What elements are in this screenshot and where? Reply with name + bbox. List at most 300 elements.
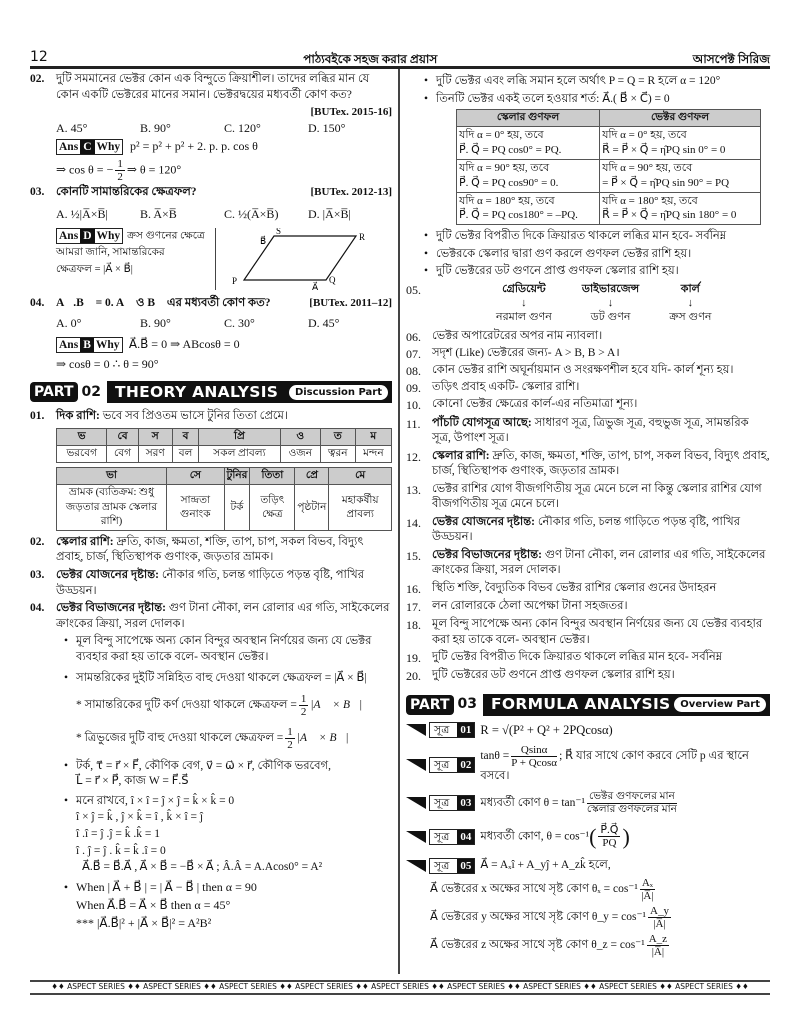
operator-product: নরমাল গুণন [496,311,552,324]
page [30,0,770,1035]
answer-work-2 [30,158,392,183]
bullet-text: দুটি ভেক্টরের ডট গুণনে প্রাপ্ত গুণফল স্কেলার রাশি হয়। [436,265,679,278]
item-text: ভেক্টর রাশির যোগ বীজগণিতীয় সূত্র মেনে চলে না কিন্তু স্কেলার রাশির যোগ বীজগণিতীয় সূত্র মেনে চলে। [432,482,762,511]
frac-den: স্কেলার গুণফলের মান [586,803,677,815]
fraction [648,905,671,930]
axis-angle-formula [430,905,770,930]
item-label: পাঁচটি যোগসূত্র আছে: [432,416,532,429]
numbered-item [406,548,770,579]
ans-label: Ans [59,230,79,243]
item-label: স্কেলার রাশি: [432,449,490,462]
axis-angle-formulas [406,877,770,958]
bullet-icon: • [63,672,69,685]
column-header: টুনির [224,468,250,485]
theory-04 [30,601,392,632]
cross-product: |A⃗ × B⃗| [296,731,349,744]
vector-mnemonic-table-1 [56,428,392,463]
part-02-header [30,381,392,403]
item-number: 09. [406,381,421,396]
bullet-icon: • [423,247,429,260]
cell-line: যদি α = 90° হয়, তবে [459,161,550,174]
formula-text: * সামান্তরিকের দুটি কর্ণ দেওয়া থাকলে ক্ষেত্রফল = [76,698,297,711]
item-body [432,397,770,413]
formula-badge [429,795,475,811]
bullet-line: L⃗ = r⃗ × P⃗, কাজ W = F⃗.S⃗ [76,775,189,788]
ans-label: Ans [59,339,79,352]
question-03 [30,185,392,201]
formula-badge [429,722,475,738]
bullet-icon: • [423,92,429,105]
bullet-icon: • [63,759,69,772]
table-row [457,192,761,225]
part-number: 02 [81,383,101,400]
numbered-item [406,515,770,546]
table-cell: সান্দ্রতা গুনাংক [167,485,225,531]
table-header-row [57,428,392,445]
vertex-p: P [232,276,238,287]
bullet-item [56,634,392,665]
formula-text: A⃗ ভেক্টরের y অক্ষের সাথে সৃষ্ট কোণ θ_y = cos⁻¹ [430,910,646,923]
table-cell: ভরবেগ [57,446,107,463]
operator-list [496,282,711,325]
bullet-line: î × ĵ = k̂ , ĵ × k̂ = î , k̂ × î = ĵ [76,811,204,824]
column-header: ব [172,428,198,445]
item-text: স্থিতি শক্তি, বৈদ্যুতিক বিভব ভেক্টর রাশির স্কেলার গুনের উদাহরন [432,581,717,594]
numbered-item [406,599,770,615]
frac-num: Aₓ [641,876,653,889]
bullet-item [416,247,770,263]
work-text: ⇒ θ = 120° [126,161,182,176]
answer-badge [56,228,123,244]
item-text: মূল বিন্দু সাপেক্ষে অন্য কোন বিন্দুর অবস্থান নির্ণয়ের জন্য যে ভেক্টর ব্যবহার করা হয় তাকে বলে- অবস্থান ভেক্টর। [432,618,763,646]
table-cell: টর্ক [224,485,250,531]
bullet-line: When A⃗.B⃗ = A⃗ × B⃗ then α = 45° [76,898,231,912]
table-cell: ওজন [280,446,320,463]
numbered-item [406,346,770,362]
operator-product: ডট গুণন [590,311,631,324]
vertex-q: Q [329,275,336,286]
table-row [457,127,761,160]
question-source: [BUTex. 2015-16] [310,106,392,119]
page-header [30,47,770,67]
item-text: নৌকার গতি, চলন্ত গাড়িতে পড়ন্ত বৃষ্টি, পাখির উড্ডয়ন। [56,569,365,597]
bullet-item [416,92,770,108]
formula-label: সূত্র [434,797,450,810]
table-cell: বেগ [107,446,138,463]
item-number: 13. [406,482,421,497]
why-label: Why [95,339,120,352]
item-body [432,416,770,447]
triangle-marker-icon [406,860,426,872]
column-divider [398,69,400,974]
numbered-item [406,397,770,413]
item-body [432,329,770,345]
why-text: ক্রস গুণনের ক্ষেত্রে আমরা জানি, সামান্তরিকের [56,230,205,259]
column-header: বে [107,428,138,445]
item-text: গুণ টানা নৌকা, লন রোলার এর গতি, সাইকেলের ক্রাংকের ক্রিয়া, সরল দোলক। [432,548,766,577]
operator-name: গ্রেডিয়েন্ট [502,282,546,295]
answer-work: p² = p² + p² + 2. p. p. cos θ [130,139,258,154]
part-title: THEORY ANALYSIS [115,382,279,401]
item-text: নৌকার গতি, চলন্ত গাড়িতে পড়ন্ত বৃষ্টি, পাখির উড্ডয়ন। [432,515,741,544]
bullet-text: মূল বিন্দু সাপেক্ষে অন্য কোন বিন্দুর অবস্থান নির্ণয়ের জন্য যে ভেক্টর ব্যবহার করা হয় তাকে বলে- অবস্থান ভেক্টর। [76,635,372,663]
option-c: C. 120° [224,120,261,135]
answer-block [30,336,392,353]
formula-number: 04 [457,830,474,844]
fraction [285,726,295,751]
frac-den: P + Qcosα [511,757,558,770]
question-number: 02. [30,73,45,85]
formula-text: মধ্যবর্তী কোণ θ = tan⁻¹ [480,797,585,810]
formula-05 [406,858,770,874]
formula-04: সূত্র 04 মধ্যবর্তী কোণ, θ = cos⁻¹( $\frac{P⃗.Q⃗}{PQ}$ ) [406,822,770,852]
scalar-cell [457,159,600,192]
bullet-icon: • [63,880,69,894]
options [30,120,392,136]
item-body [432,650,770,666]
cell-line: P⃗. Q⃗ = PQ cos90° = 0. [459,176,559,189]
answer-explanation [56,228,216,290]
formula-text: ; R⃗ যার সাথে কোণ করবে সেটি p এর স্থানে বসবে। [480,750,749,783]
column-header: ম [355,428,391,445]
item-text: দ্রুতি, কাজ, ক্ষমতা, শক্তি, তাপ, চাপ, সকল বিভব, বিদ্যুৎ প্রবাহ, চার্জ, স্থিতিস্থাপক গুণাংক, জড়তার ভ্রামক। [56,535,364,564]
item-body [432,482,770,513]
product-table-body [457,127,761,225]
item-text: দুটি ভেক্টরের ডট গুণনে প্রাপ্ত গুণফল স্কেলার রাশি হয়। [432,669,675,682]
table-header-row [457,110,761,127]
part-03-header [406,694,770,716]
cell-line: যদি α = 0° হয়, তবে [459,129,544,142]
header-rule [30,66,770,69]
ans-label: Ans [59,141,79,154]
down-arrow-icon: ↓ [521,297,527,310]
numbered-item [406,581,770,597]
item-text: দুটি ভেক্টর বিপরীত দিকে ক্রিয়ারত থাকলে লব্ধির মান হবে- সর্বনিম্ন [432,651,723,664]
formula-text: মধ্যবর্তী কোণ, θ = cos⁻¹ [480,830,590,843]
down-arrow-icon: ↓ [687,297,694,310]
formula-badge [429,858,475,874]
formula-text: R = √(P² + Q² + 2PQcosα) [480,722,613,737]
table-cell: সরণ [138,446,172,463]
why-label: Why [96,141,121,154]
item-number: 15. [406,548,421,563]
numbered-item [406,363,770,379]
item-body [432,363,770,379]
cell-line: P⃗. Q⃗ = PQ cos180° = –PQ. [459,209,578,222]
question-source: [BUTex. 2011–12] [309,297,392,310]
cell-line: R⃗ = P⃗ × Q⃗ = η̂PQ sin 0° = 0 [602,144,726,157]
formula-label: সূত্র [434,859,450,872]
formula-01 [406,722,770,739]
numbered-item [406,668,770,684]
frac-num: Qsinα [511,744,557,757]
item-text: তড়িৎ প্রবাহ একটি- স্কেলার রাশি। [432,381,580,394]
operator-item [582,282,639,325]
answer-block [30,138,392,156]
answer-work: A⃗.B⃗ = 0 ⇒ ABcosθ = 0 [128,336,240,351]
item-label: স্কেলার রাশি: [56,535,114,548]
item-number: 01. [30,410,45,423]
frac-den: 2 [300,705,307,718]
numbered-item [406,482,770,513]
bullet-line: î .î = ĵ .ĵ = k̂ .k̂ = 1 [76,827,160,840]
bullet-text: সামন্তরিকের দুইটি সন্নিহিত বাহু দেওয়া থাকলে ক্ষেত্রফল = |A⃗ × B⃗| [76,672,367,685]
axis-angle-formula [430,933,770,958]
option-d: D. 150° [308,120,346,135]
part-title-bar [483,694,770,716]
item-number: 17. [406,599,421,614]
item-text: কোনো ভেক্টর ক্ষেত্রের কার্ল-এর নতিমাত্রা শূন্য। [432,398,638,411]
frac-den: |A̅| [641,889,654,902]
bullet-item [416,229,770,245]
work-text: ⇒ cos θ = − [56,161,114,176]
option-b: B. 90° [140,120,171,135]
bullet-line: মনে রাখবে, î × î = ĵ × ĵ = k̂ × k̂ = 0 [76,794,235,807]
bullet-text: তিনটি ভেক্টর একই তলে হওয়ার শর্ত: A⃗.( B⃗ × C⃗) = 0 [436,92,670,105]
question-text: A⃗.B⃗ = 0. A⃗ ও B⃗ এর মধ্যবর্তী কোণ কত? [56,297,271,310]
item-number: 02. [30,535,45,548]
vector-cell [600,127,761,160]
option-c: C. ½(A̅×B̅) [224,207,279,222]
frac-den: |A̅| [653,917,666,930]
fraction [647,933,669,958]
part-number: 03 [457,696,477,713]
triangle-marker-icon [406,759,426,771]
item-number: 11. [406,416,421,431]
bullet-line: A⃗.B⃗ = B⃗.A⃗ , A⃗ × B⃗ = −B⃗ × A⃗ ; Â.Â = A.Acos0° = A² [82,861,323,874]
item-body [432,599,770,615]
q03-answer-area [30,228,392,290]
item-body [432,548,770,579]
formula-text: A⃗ ভেক্টরের z অক্ষের সাথে সৃষ্ট কোণ θ_z = cos⁻¹ [430,938,645,951]
bullet-item [416,74,770,90]
vector-cell [600,159,761,192]
formula-badge [429,829,475,845]
numbered-item [406,449,770,480]
left-column [30,72,392,934]
cell-line: যদি α = 180° হয়, তবে [602,194,698,207]
column-header: তিতা [250,468,295,485]
bullet-text: দুটি ভেক্টর বিপরীত দিকে ক্রিয়ারত থাকলে লব্ধির মান হবে- সর্বনিম্ন [436,230,727,243]
formula-number: 03 [457,796,474,810]
column-header: সে [167,468,225,485]
question-04 [30,296,392,312]
table-cell: মন্দন [355,446,391,463]
numbered-item [406,416,770,447]
item-number: 12. [406,449,421,464]
item-text: ভেক্টর অপারেটরের অপর নাম ন্যাবলা। [432,329,603,342]
answer-badge [56,139,123,155]
frac-num: A_y [650,904,669,917]
fraction [299,693,309,718]
bullet-icon: • [63,635,69,648]
vector-cell [600,192,761,225]
operator-item [669,282,711,325]
bullet-text: দুটি ভেক্টর এবং লব্ধি সমান হলে অর্থাৎ P = Q = R হলে α = 120° [436,75,721,87]
question-02 [30,72,392,103]
part-label: PART [30,382,78,402]
item-text: কোন ভেক্টর রাশি অঘূর্নায়মান ও সংরক্ষণশীল হবে যদি- কার্ল শূন্য হয়। [432,364,734,377]
column-header: ভেক্টর গুণফল [600,110,761,127]
question-text: দুটি সমমানের ভেক্টর কোন এক বিন্দুতে ক্রিয়াশীল। তাদের লব্ধির মান যে কোন একটি ভেক্টরের মানের সমান। ভেক্টরদ্বয়ের মধ্যবর্তী কোণ কত? [56,73,370,101]
item-number: 08. [406,364,421,379]
formula-text: A⃗ ভেক্টরের x অক্ষের সাথে সৃষ্ট কোণ θₓ = cos⁻¹ [430,882,638,895]
fraction [598,824,620,849]
formula-text: A⃗ = Aₓî + A_yĵ + A_zk̂ হলে, [480,858,611,871]
options [30,315,392,331]
question-text: কোনটি সামান্তরিকের ক্ষেত্রফল? [56,185,197,198]
item-text: দ্রুতি, কাজ, ক্ষমতা, শক্তি, তাপ, চাপ, সকল বিভব, বিদ্যুৎ প্রবাহ, চার্জ, স্থিতিস্থাপক গুণাংক, জড়তার ভ্রামক। [432,449,770,478]
bullet-item [56,878,392,932]
bullet-line: î . ĵ = ĵ . k̂ = k̂ .î = 0 [76,844,166,857]
formula-text: tanθ = [480,750,510,763]
frac-den: PQ [602,837,617,850]
page-number: 12 [30,49,48,66]
column-header: স [138,428,172,445]
table-cell: পৃষ্ঠটান [295,485,329,531]
theory-01 [30,409,392,425]
table-cell: সকল প্রাবল্য [199,446,280,463]
table-cell: তড়িৎ ক্ষেত্র [250,485,295,531]
operator-item [496,282,552,325]
bullet-line: টর্ক, τ⃗ = r⃗ × F⃗, কৌণিক বেগ, v⃗ = ω⃗ × r⃗, কৌণিক ভরবেগ, [76,759,331,772]
bullet-icon: • [423,265,429,278]
table-cell: মহাকর্ষীয় প্রাবল্য [329,485,392,531]
bullet-line: *** |A⃗.B⃗|² + |A⃗ × B⃗|² = A²B² [76,916,212,930]
parallelogram-diagram [216,228,366,290]
formula-label: সূত্র [434,724,450,737]
cell-line: R⃗ = P⃗ × Q⃗ = η̂PQ sin 180° = 0 [602,209,737,222]
footer-rule-bottom [30,993,770,995]
why-text: ক্ষেত্রফল = |A⃗ × B⃗| [56,264,133,276]
frac-num: 1 [117,157,123,170]
fraction [587,791,677,816]
ans-letter: C [80,140,94,154]
formula-number: 05 [457,859,474,873]
item-body [432,668,770,684]
formula-number: 02 [457,758,474,772]
vector-b-label: B⃗ [260,236,267,247]
item-text: লন রোলারকে ঠেলা অপেক্ষা টানা সহজতর। [432,599,628,612]
item-number: 18. [406,618,421,633]
item-label: ভেক্টর বিভাজনের দৃষ্টান্ত: [56,602,166,615]
part-title-bar [107,381,392,403]
bullet-icon: • [63,794,69,807]
option-b: B. A̅×B̅ [140,207,177,222]
formula-label: সূত্র [434,758,450,771]
item-05-operators [406,282,770,325]
table-header-row [57,468,392,485]
bullet-icon: • [423,230,429,243]
item-body [432,346,770,362]
theory-03 [30,568,392,599]
column-header: প্রে [295,468,329,485]
right-numbered-items [406,329,770,685]
fraction [511,744,557,769]
item-body [432,380,770,396]
item-body [432,515,770,546]
table-cell: ত্বরন [320,446,355,463]
frac-den: |A̅| [651,945,665,958]
frac-num: 1 [287,725,293,738]
bullet-text: ভেক্টরকে স্কেলার দ্বারা গুণ করলে গুণফল ভেক্টর রাশি হয়। [436,247,692,260]
formula-number: 01 [457,723,474,737]
vector-mnemonic-table-2 [56,467,392,531]
item-text: সদৃশ (Like) ভেক্টরের জন্য- A > B, B > A। [432,346,620,359]
item-body [432,449,770,480]
formula-03 [406,791,770,816]
question-number: 04. [30,297,45,310]
part-title: FORMULA ANALYSIS [491,695,671,714]
diagonal-area-formula [30,693,392,718]
theory-02 [30,535,392,566]
triangle-area-formula [30,726,392,751]
axis-angle-formula [430,877,770,902]
numbered-item [406,617,770,648]
option-a: A. 0° [56,315,82,330]
numbered-item [406,329,770,345]
scalar-cell [457,192,600,225]
frac-num: 1 [300,692,307,705]
column-header: প্রি [199,428,280,445]
formula-02 [406,744,770,785]
formula-label: সূত্র [434,830,450,843]
cell-line: = P⃗ × Q⃗ = η̂PQ sin 90° = PQ [602,176,730,189]
part-tag: Discussion Part [289,385,388,400]
triangle-marker-icon [406,831,426,843]
ans-letter: D [80,229,94,243]
bullet-item [56,671,392,687]
column-header: ও [280,428,320,445]
fraction [115,158,125,183]
table-cell: বল [172,446,198,463]
item-number: 14. [406,515,421,530]
frac-num: A_z [648,932,668,945]
bullet-item [56,793,392,876]
vector-a-label: A⃗ [312,282,319,291]
item-text: গুণ টানা নৌকা, লন রোলার এর গতি, সাইকেলের ক্রাংকের ক্রিয়া, সরল দোলক। [56,602,390,630]
formula-text: * ত্রিভুজের দুটি বাহু দেওয়া থাকলে ক্ষেত্রফল = [76,731,284,744]
option-b: B. 90° [140,315,171,330]
bullet-icon: • [423,75,429,87]
option-a: A. 45° [56,120,88,135]
answer-work-2: ⇒ cosθ = 0 ∴ θ = 90° [56,357,159,372]
header-series-title: আসপেক্ট সিরিজ [692,51,770,66]
option-d: D. |A̅×B̅| [308,207,351,222]
vertex-r: R [359,232,366,243]
item-number: 16. [406,581,421,596]
cross-product: |A⃗ × B⃗| [310,698,363,711]
why-label: Why [96,230,121,243]
table-cell: ভ্রামক (ব্যতিক্রম: শুধু জড়তার ভ্রামক স্কেলার রাশি) [57,485,167,531]
answer-badge [56,337,123,353]
down-arrow-icon: ↓ [607,297,614,310]
item-body [432,581,770,597]
item-label: ভেক্টর যোজনের দৃষ্টান্ত: [56,569,160,581]
item-number: 07. [406,346,421,361]
item-number: 20. [406,669,421,684]
item-number: 03. [30,569,45,581]
fraction [640,877,655,902]
bullet-item [416,264,770,280]
operator-name: কার্ল [680,282,700,295]
cell-line: যদি α = 0° হয়, তবে [602,129,687,142]
option-c: C. 30° [224,315,255,330]
question-number: 03. [30,185,45,198]
frac-den: 2 [117,170,123,183]
frac-num: P⃗.Q⃗ [600,824,619,837]
footer-banner: ♦♦ ASPECT SERIES ♦♦ ASPECT SERIES ♦♦ ASPECT SERIES ♦♦ ASPECT SERIES ♦♦ ASPECT SERIES ♦♦ ASPECT SERIES ♦♦ ASPECT SERIES ♦♦ ASPECT SERIES ♦♦ ASPECT SERIES ♦♦ [51,982,749,991]
